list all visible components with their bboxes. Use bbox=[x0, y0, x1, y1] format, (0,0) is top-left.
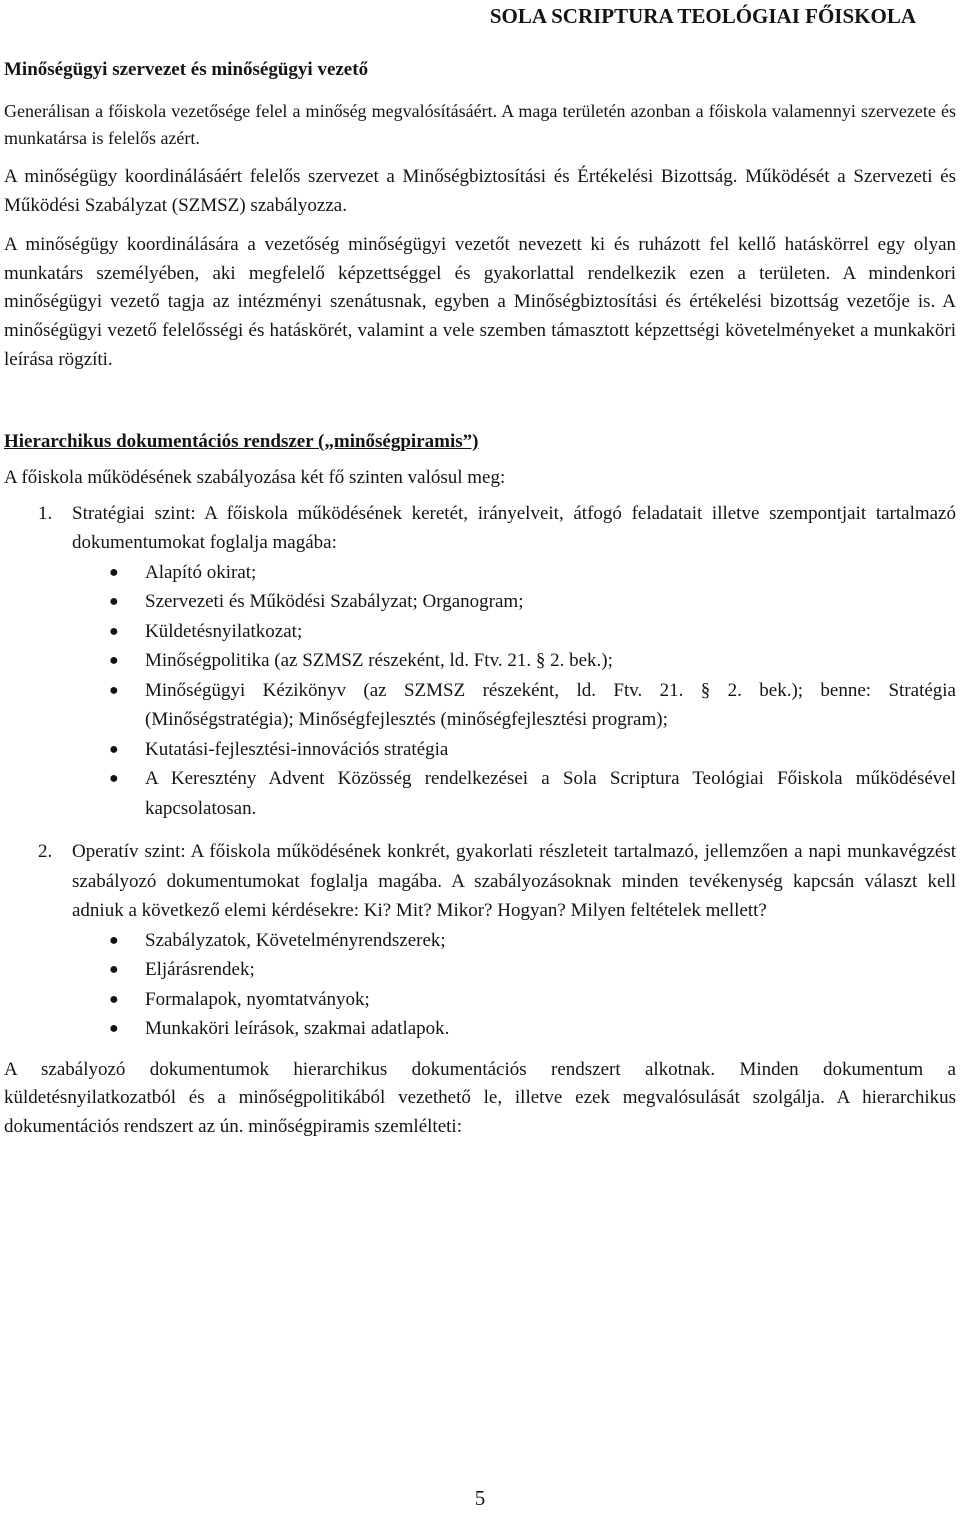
bullet-icon: ● bbox=[109, 681, 119, 699]
list-item: ● Alapító okirat; bbox=[4, 558, 956, 588]
bullet-icon: ● bbox=[109, 931, 119, 949]
list-item: ● Eljárásrendek; bbox=[4, 955, 956, 985]
paragraph-general-responsibility: Generálisan a főiskola vezetősége felel a minőség megvalósításáért. A maga területén azonban a főiskola valamennyi szervezete és munkatársa is felelős azért. bbox=[4, 101, 956, 148]
document-body bbox=[4, 56, 956, 1142]
bullet-icon: ● bbox=[109, 770, 119, 788]
level-number: 2. bbox=[38, 841, 53, 863]
paragraph-two-levels-intro: A főiskola működésének szabályozása két fő szinten valósul meg: bbox=[4, 467, 506, 489]
list-item: ● Szervezeti és Működési Szabályzat; Organogram; bbox=[4, 587, 956, 617]
institution-header: SOLA SCRIPTURA TEOLÓGIAI FŐISKOLA bbox=[489, 4, 916, 28]
bullet-icon: ● bbox=[109, 740, 119, 758]
bullet-icon: ● bbox=[109, 652, 119, 670]
page-number: 5 bbox=[474, 1486, 486, 1510]
list-item: ● Munkaköri leírások, szakmai adatlapok. bbox=[4, 1014, 956, 1044]
section-quality-org-title: Minőségügyi szervezet és minőségügyi vezető bbox=[4, 59, 369, 80]
level-description: Operatív szint: A főiskola működésének konkrét, gyakorlati részleteit tartalmazó, jellemzően a napi munkavégzést szabályozó dokumentumokat foglalja magába. A szabályozásoknak minden tevékenység kapcsán választ kell adniuk a következő elemi kérdésekre: Ki? Mit? Mikor? Hogyan? Milyen feltételek mellett? bbox=[72, 841, 956, 922]
list-item: ● Szabályzatok, Követelményrendszerek; bbox=[4, 926, 956, 956]
paragraph-closing: A szabályozó dokumentumok hierarchikus dokumentációs rendszert alkotnak. Minden dokumentum a küldetésnyilatkozatból és a minőségpolitikából vezethető le, illetve ezek megvalósulását szolgálja. A hierarchikus dokumentációs rendszert az ún. minőségpiramis szemlélteti: bbox=[4, 1058, 956, 1137]
bullet-icon: ● bbox=[109, 990, 119, 1008]
bullet-icon: ● bbox=[109, 961, 119, 979]
bullet-icon: ● bbox=[109, 1020, 119, 1038]
list-item: ● Kutatási-fejlesztési-innovációs stratégia bbox=[4, 735, 956, 765]
section-hierarchy-title: Hierarchikus dokumentációs rendszer („minőségpiramis”) bbox=[4, 431, 479, 453]
level-number: 1. bbox=[38, 502, 53, 524]
bullet-icon: ● bbox=[109, 563, 119, 581]
level-strategic bbox=[4, 499, 956, 824]
level-description: Stratégiai szint: A főiskola működésének keretét, irányelveit, átfogó feladatait illetve szempontjait tartalmazó dokumentumokat foglalja magába: bbox=[72, 502, 956, 554]
bullet-icon: ● bbox=[109, 593, 119, 611]
paragraph-coordinating-body: A minőségügy koordinálásáért felelős szervezet a Minőségbiztosítási és Értékelési Bizottság. Működését a Szervezeti és Működési Szabályzat (SZMSZ) szabályozza. bbox=[4, 166, 956, 216]
paragraph-quality-manager: A minőségügy koordinálására a vezetőség minőségügyi vezetőt nevezett ki és ruházott fel kellő hatáskörrel egy olyan munkatárs személyében, aki megfelelő képzettséggel és gyakorlattal rendelkezik ezen a területen. A mindenkori minőségügyi vezető tagja az intézményi szenátusnak, egyben a Minőségbiztosítási és értékelési bizottság vezetője is. A minőségügyi vezető felelősségi és hatáskörét, valamint a vele szemben támasztott képzettségi követelményeket a munkaköri leírása rögzíti. bbox=[4, 234, 956, 370]
level-operative bbox=[4, 837, 956, 1044]
list-item: ● Minőségügyi Kézikönyv (az SZMSZ részeként, ld. Ftv. 21. § 2. bek.); benne: Stratégia (Minőségstratégia); Minőségfejlesztés (minőségfejlesztési program); bbox=[4, 676, 956, 735]
list-item: ● Küldetésnyilatkozat; bbox=[4, 617, 956, 647]
list-item: ● Minőségpolitika (az SZMSZ részeként, ld. Ftv. 21. § 2. bek.); bbox=[4, 646, 956, 676]
list-item: ● A Keresztény Advent Közösség rendelkezései a Sola Scriptura Teológiai Főiskola működésével kapcsolatosan. bbox=[4, 764, 956, 823]
bullet-icon: ● bbox=[109, 622, 119, 640]
operative-document-list bbox=[72, 926, 956, 1044]
list-item: ● Formalapok, nyomtatványok; bbox=[4, 985, 956, 1015]
strategic-document-list bbox=[72, 558, 956, 824]
